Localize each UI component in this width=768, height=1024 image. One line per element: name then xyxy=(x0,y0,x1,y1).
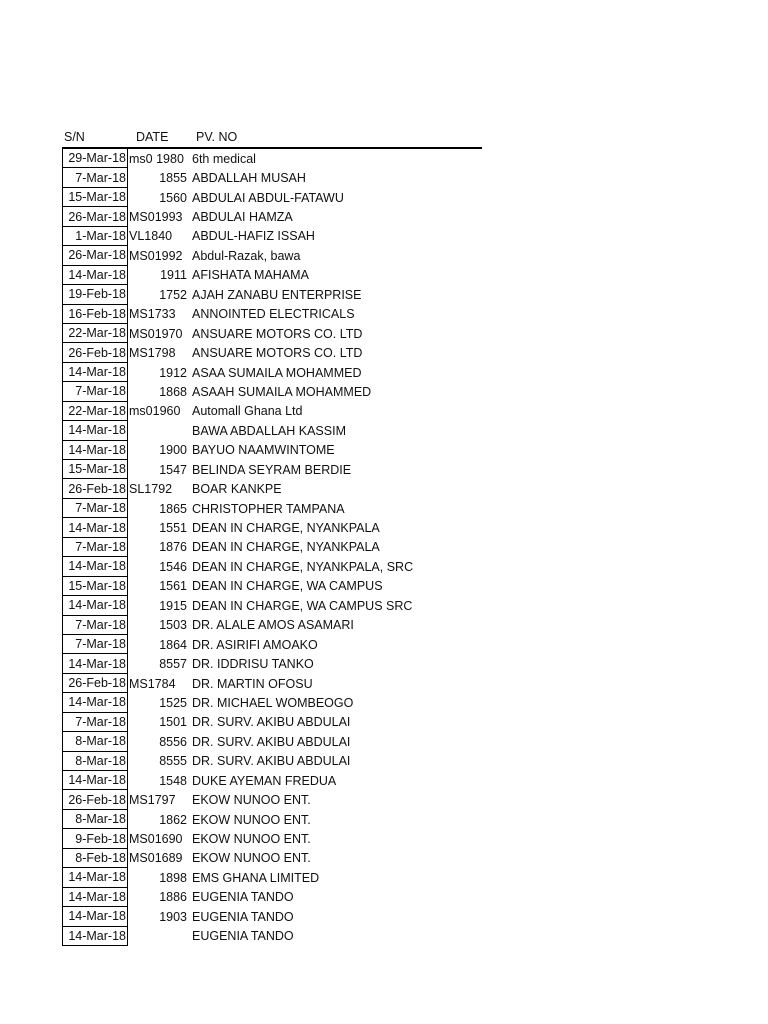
payee-name-cell: EMS GHANA LIMITED xyxy=(192,870,320,885)
pv-number-cell: 1912 xyxy=(159,365,187,380)
table-row xyxy=(62,479,482,498)
date-cell: 7-Mar-18 xyxy=(62,635,128,654)
header-row xyxy=(62,127,482,147)
pv-number-cell: 1868 xyxy=(159,384,187,399)
table-row xyxy=(62,616,482,635)
date-cell: 19-Feb-18 xyxy=(62,285,128,304)
table-row xyxy=(62,149,482,168)
pv-number-cell: MS01689 xyxy=(129,851,183,866)
table-row xyxy=(62,227,482,246)
table-row xyxy=(62,343,482,362)
table-row xyxy=(62,790,482,809)
table-row xyxy=(62,693,482,712)
pv-number-cell: SL1792 xyxy=(129,482,173,497)
payee-name-cell: EUGENIA TANDO xyxy=(192,929,294,944)
table-row xyxy=(62,168,482,187)
payee-name-cell: ABDALLAH MUSAH xyxy=(192,171,306,186)
date-cell: 26-Mar-18 xyxy=(62,207,128,226)
pv-number-cell: 1752 xyxy=(159,287,187,302)
header-sn: S/N xyxy=(64,130,85,144)
payee-name-cell: EUGENIA TANDO xyxy=(192,890,294,905)
table-row xyxy=(62,324,482,343)
table-row xyxy=(62,654,482,673)
date-cell: 8-Mar-18 xyxy=(62,732,128,751)
payee-name-cell: ABDULAI HAMZA xyxy=(192,210,293,225)
table-row xyxy=(62,888,482,907)
pv-number-cell: 1898 xyxy=(159,870,187,885)
payee-name-cell: ABDULAI ABDUL-FATAWU xyxy=(192,190,344,205)
date-cell: 26-Feb-18 xyxy=(62,790,128,809)
table-row xyxy=(62,674,482,693)
table-row xyxy=(62,732,482,751)
date-cell: 22-Mar-18 xyxy=(62,324,128,343)
pv-number-cell xyxy=(128,927,189,946)
pv-number-cell: VL1840 xyxy=(129,229,173,244)
date-cell: 15-Mar-18 xyxy=(62,460,128,479)
table-row xyxy=(62,460,482,479)
pv-number-cell: 1915 xyxy=(159,598,187,613)
pv-number-cell: 1551 xyxy=(159,521,187,536)
table-row xyxy=(62,907,482,926)
pv-number-cell: 1862 xyxy=(159,812,187,827)
table-row xyxy=(62,246,482,265)
date-cell: 26-Feb-18 xyxy=(62,674,128,693)
date-cell: 15-Mar-18 xyxy=(62,577,128,596)
table-row xyxy=(62,266,482,285)
pv-number-cell: 1865 xyxy=(159,501,187,516)
payee-name-cell: DUKE AYEMAN FREDUA xyxy=(192,773,337,788)
table-row xyxy=(62,538,482,557)
payee-name-cell: BELINDA SEYRAM BERDIE xyxy=(192,462,352,477)
pv-number-cell: 1547 xyxy=(159,462,187,477)
payee-name-cell: BOAR KANKPE xyxy=(192,482,282,497)
pv-number-cell: 1876 xyxy=(159,540,187,555)
payee-name-cell: ASAA SUMAILA MOHAMMED xyxy=(192,365,362,380)
pv-number-cell: MS1733 xyxy=(129,307,176,322)
pv-number-cell: 1855 xyxy=(159,171,187,186)
date-cell: 9-Feb-18 xyxy=(62,829,128,848)
date-cell: 14-Mar-18 xyxy=(62,363,128,382)
payee-name-cell: EKOW NUNOO ENT. xyxy=(192,793,311,808)
payee-name-cell: CHRISTOPHER TAMPANA xyxy=(192,501,345,516)
table-row xyxy=(62,810,482,829)
date-cell: 14-Mar-18 xyxy=(62,927,128,946)
table-row xyxy=(62,305,482,324)
date-cell: 14-Mar-18 xyxy=(62,518,128,537)
payee-name-cell: DR. ALALE AMOS ASAMARI xyxy=(192,618,354,633)
date-cell: 29-Mar-18 xyxy=(62,149,128,168)
table-row xyxy=(62,363,482,382)
date-cell: 14-Mar-18 xyxy=(62,557,128,576)
payee-name-cell: EKOW NUNOO ENT. xyxy=(192,851,311,866)
payee-name-cell: ANSUARE MOTORS CO. LTD xyxy=(192,346,363,361)
pv-number-cell: 1560 xyxy=(159,190,187,205)
pv-number-cell: 1548 xyxy=(159,773,187,788)
payee-name-cell: Automall Ghana Ltd xyxy=(192,404,303,419)
date-cell: 7-Mar-18 xyxy=(62,382,128,401)
table-row xyxy=(62,713,482,732)
table-row xyxy=(62,285,482,304)
date-cell: 14-Mar-18 xyxy=(62,693,128,712)
payee-name-cell: EUGENIA TANDO xyxy=(192,909,294,924)
pv-number-cell: 1911 xyxy=(160,268,187,283)
date-cell: 14-Mar-18 xyxy=(62,421,128,440)
payee-name-cell: DEAN IN CHARGE, WA CAMPUS SRC xyxy=(192,598,413,613)
table-row xyxy=(62,829,482,848)
payee-name-cell: BAWA ABDALLAH KASSIM xyxy=(192,423,346,438)
date-cell: 7-Mar-18 xyxy=(62,538,128,557)
payee-name-cell: DEAN IN CHARGE, WA CAMPUS xyxy=(192,579,383,594)
table-row xyxy=(62,557,482,576)
payee-name-cell: DEAN IN CHARGE, NYANKPALA, SRC xyxy=(192,559,414,574)
pv-number-cell: 1503 xyxy=(159,618,187,633)
pv-number-cell xyxy=(128,421,189,440)
date-cell: 14-Mar-18 xyxy=(62,596,128,615)
payee-name-cell: DR. ASIRIFI AMOAKO xyxy=(192,637,318,652)
date-cell: 16-Feb-18 xyxy=(62,305,128,324)
date-cell: 26-Mar-18 xyxy=(62,246,128,265)
payee-name-cell: ASAAH SUMAILA MOHAMMED xyxy=(192,384,372,399)
table-row xyxy=(62,849,482,868)
table-row xyxy=(62,441,482,460)
payee-name-cell: ABDUL-HAFIZ ISSAH xyxy=(192,229,315,244)
payee-name-cell: ANSUARE MOTORS CO. LTD xyxy=(192,326,363,341)
payee-name-cell: 6th medical xyxy=(192,151,256,166)
table-row xyxy=(62,635,482,654)
payee-name-cell: DEAN IN CHARGE, NYANKPALA xyxy=(192,540,380,555)
table-row xyxy=(62,402,482,421)
pv-number-cell: ms0 1980 xyxy=(129,151,184,166)
table-row xyxy=(62,382,482,401)
payee-name-cell: DR. MICHAEL WOMBEOGO xyxy=(192,695,354,710)
payee-name-cell: DR. SURV. AKIBU ABDULAI xyxy=(192,734,351,749)
table-row xyxy=(62,596,482,615)
header-pv-no: PV. NO xyxy=(196,130,238,144)
date-cell: 8-Mar-18 xyxy=(62,810,128,829)
payee-name-cell: Abdul-Razak, bawa xyxy=(192,248,301,263)
table-row xyxy=(62,868,482,887)
pv-number-cell: ms01960 xyxy=(129,404,181,419)
payee-name-cell: EKOW NUNOO ENT. xyxy=(192,832,311,847)
pv-number-cell: 1561 xyxy=(159,579,187,594)
pv-number-cell: MS01993 xyxy=(129,210,183,225)
date-cell: 14-Mar-18 xyxy=(62,266,128,285)
date-cell: 14-Mar-18 xyxy=(62,654,128,673)
payee-name-cell: DEAN IN CHARGE, NYANKPALA xyxy=(192,521,380,536)
table-row xyxy=(62,421,482,440)
pv-number-cell: MS01690 xyxy=(129,832,183,847)
pv-number-cell: 1501 xyxy=(159,715,187,730)
date-cell: 14-Mar-18 xyxy=(62,888,128,907)
pv-number-cell: 8556 xyxy=(159,734,187,749)
pv-number-cell: 8557 xyxy=(159,657,187,672)
table-row xyxy=(62,188,482,207)
date-cell: 1-Mar-18 xyxy=(62,227,128,246)
pv-number-cell: MS1797 xyxy=(129,793,176,808)
date-cell: 7-Mar-18 xyxy=(62,168,128,187)
table-body xyxy=(62,147,482,946)
date-cell: 8-Feb-18 xyxy=(62,849,128,868)
payee-name-cell: AFISHATA MAHAMA xyxy=(192,268,309,283)
date-cell: 15-Mar-18 xyxy=(62,188,128,207)
date-cell: 14-Mar-18 xyxy=(62,771,128,790)
payee-name-cell: AJAH ZANABU ENTERPRISE xyxy=(192,287,362,302)
payee-name-cell: DR. MARTIN OFOSU xyxy=(192,676,313,691)
payee-name-cell: ANNOINTED ELECTRICALS xyxy=(192,307,355,322)
payee-name-cell: DR. SURV. AKIBU ABDULAI xyxy=(192,754,351,769)
pv-number-cell: MS01992 xyxy=(129,248,183,263)
date-cell: 14-Mar-18 xyxy=(62,907,128,926)
date-cell: 22-Mar-18 xyxy=(62,402,128,421)
pv-number-cell: 1903 xyxy=(159,909,187,924)
header-date: DATE xyxy=(136,130,169,144)
date-cell: 8-Mar-18 xyxy=(62,752,128,771)
payee-name-cell: BAYUO NAAMWINTOME xyxy=(192,443,335,458)
table-row xyxy=(62,577,482,596)
pv-number-cell: MS1784 xyxy=(129,676,176,691)
pv-number-cell: 1900 xyxy=(159,443,187,458)
date-cell: 14-Mar-18 xyxy=(62,868,128,887)
payee-name-cell: DR. IDDRISU TANKO xyxy=(192,657,314,672)
table-row xyxy=(62,752,482,771)
date-cell: 14-Mar-18 xyxy=(62,441,128,460)
pv-number-cell: 1886 xyxy=(159,890,187,905)
date-cell: 7-Mar-18 xyxy=(62,616,128,635)
spreadsheet xyxy=(62,127,482,946)
date-cell: 7-Mar-18 xyxy=(62,713,128,732)
table-row xyxy=(62,927,482,946)
table-row xyxy=(62,499,482,518)
date-cell: 26-Feb-18 xyxy=(62,479,128,498)
pv-number-cell: 1864 xyxy=(159,637,187,652)
table-row xyxy=(62,518,482,537)
pv-number-cell: 1525 xyxy=(159,695,187,710)
table-row xyxy=(62,207,482,226)
date-cell: 7-Mar-18 xyxy=(62,499,128,518)
payee-name-cell: DR. SURV. AKIBU ABDULAI xyxy=(192,715,351,730)
pv-number-cell: MS1798 xyxy=(129,346,176,361)
payee-name-cell: EKOW NUNOO ENT. xyxy=(192,812,311,827)
pv-number-cell: MS01970 xyxy=(129,326,183,341)
date-cell: 26-Feb-18 xyxy=(62,343,128,362)
table-row xyxy=(62,771,482,790)
pv-number-cell: 1546 xyxy=(159,559,187,574)
pv-number-cell: 8555 xyxy=(159,754,187,769)
